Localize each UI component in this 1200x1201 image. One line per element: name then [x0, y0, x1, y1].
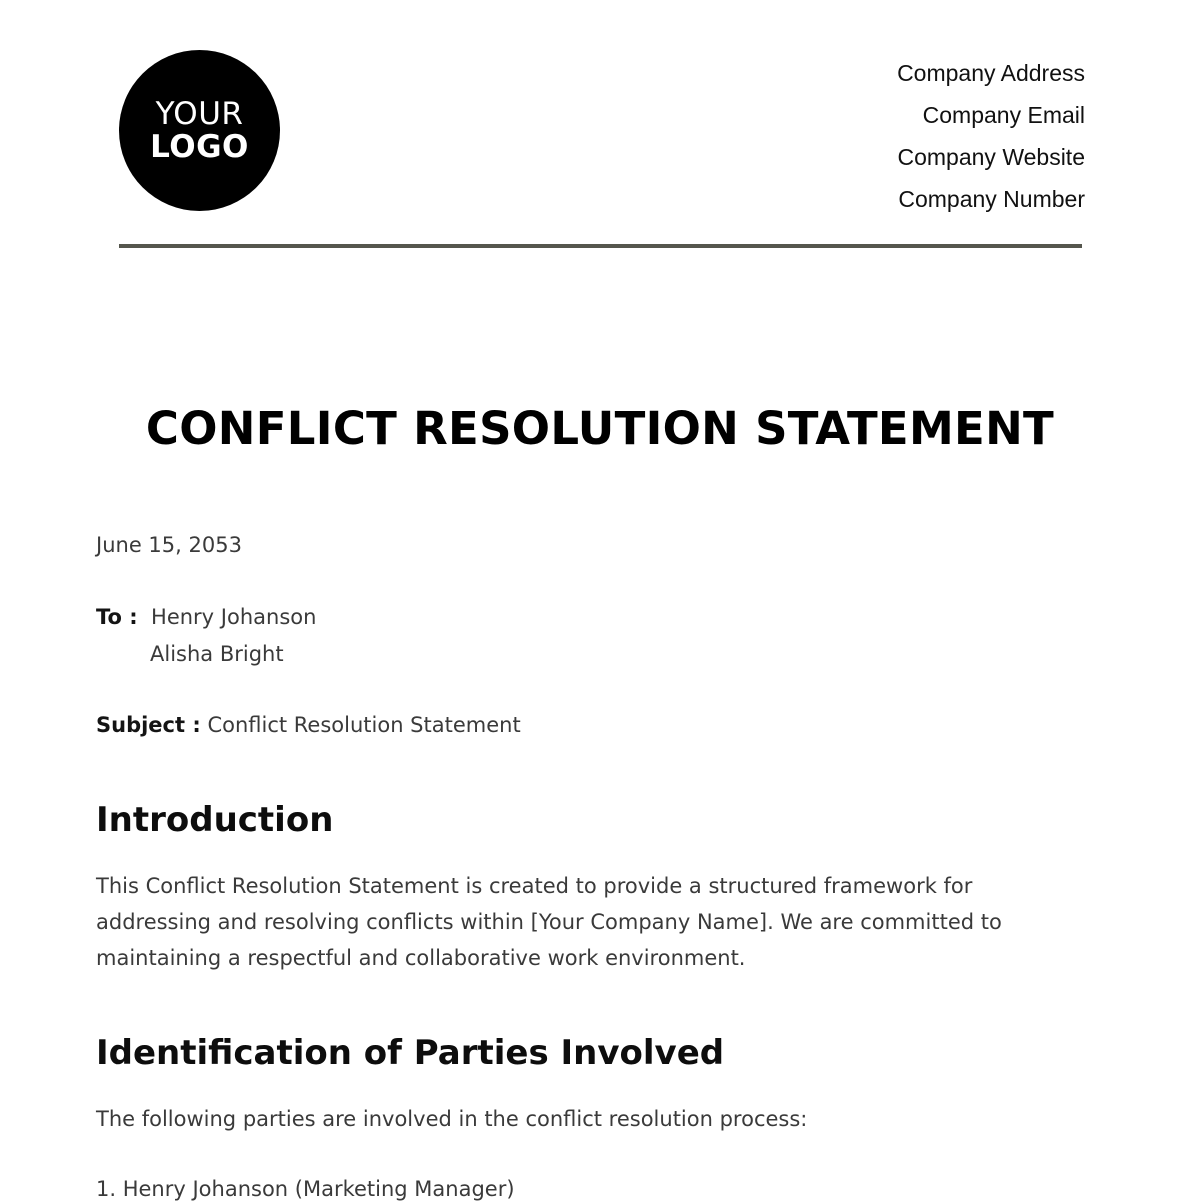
company-number: Company Number [898, 186, 1085, 212]
logo-text-line2: LOGO [150, 128, 249, 165]
company-logo [119, 50, 280, 211]
subject-value: Conflict Resolution Statement [207, 713, 521, 737]
company-email: Company Email [922, 102, 1085, 128]
subject-line [96, 713, 521, 737]
recipient-2: Alisha Bright [150, 642, 284, 666]
to-line [96, 605, 316, 629]
company-info [897, 52, 1085, 220]
introduction-heading: Introduction [96, 800, 334, 840]
header-divider [119, 244, 1082, 248]
logo-text-line1: YOUR [155, 95, 244, 132]
parties-paragraph: The following parties are involved in the conflict resolution process: [96, 1107, 808, 1131]
parties-list-item: 1. Henry Johanson (Marketing Manager) [96, 1177, 515, 1201]
company-address: Company Address [897, 60, 1085, 86]
to-label: To : [96, 605, 138, 629]
recipient-1: Henry Johanson [151, 605, 317, 629]
company-website: Company Website [897, 144, 1085, 170]
document-title: CONFLICT RESOLUTION STATEMENT [145, 402, 1055, 455]
parties-heading: Identification of Parties Involved [96, 1033, 725, 1073]
subject-label: Subject : [96, 713, 201, 737]
document-date: June 15, 2053 [96, 533, 242, 557]
introduction-paragraph: This Conflict Resolution Statement is created to provide a structured framework for addressing and resolving conflicts within [Your Company Name]. We are committed to maintaining a respectful and collaborative work environment. [96, 874, 1002, 970]
